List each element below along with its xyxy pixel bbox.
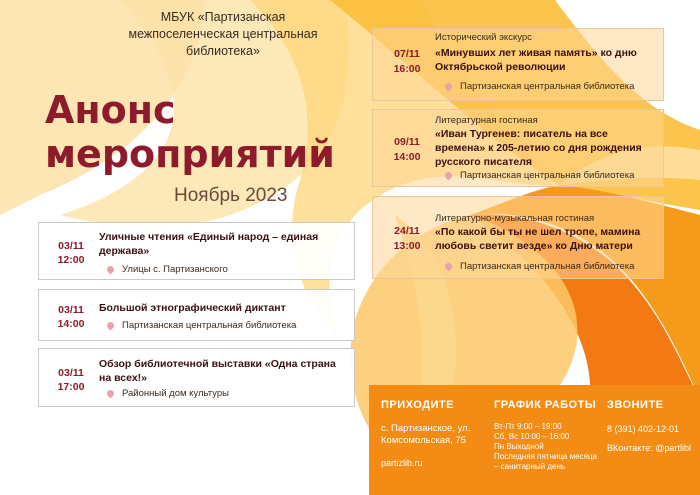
event-card[interactable] bbox=[38, 348, 355, 407]
event-title: «Иван Тургенев: писатель на все времена» к 205-летию со дня рождения русского писателя bbox=[435, 128, 642, 168]
event-place: Улицы с. Партизанского bbox=[122, 264, 228, 275]
schedule-line-4: Последняя пятница месяца – санитарный день bbox=[494, 452, 597, 471]
event-location bbox=[445, 170, 634, 181]
page-title bbox=[45, 88, 335, 176]
event-place: Партизанская центральная библиотека bbox=[122, 320, 297, 331]
schedule-line-3: Пн Выходной bbox=[494, 442, 544, 451]
event-place: Районный дом культуры bbox=[122, 388, 229, 399]
event-date: 03/11 bbox=[58, 304, 84, 316]
event-category: Литературная гостиная bbox=[435, 115, 538, 126]
event-datetime bbox=[49, 366, 93, 394]
event-datetime bbox=[383, 47, 431, 77]
organization-name: МБУК «Партизанская межпоселенческая центральная библиотека» bbox=[128, 10, 318, 58]
event-location bbox=[445, 261, 634, 272]
title-line-1: Анонс bbox=[45, 88, 176, 132]
map-pin-icon bbox=[444, 262, 454, 272]
event-location bbox=[445, 81, 634, 92]
event-title: «Минувших лет живая память» ко дню Октябрьской революции bbox=[435, 47, 637, 73]
event-title: Уличные чтения «Единый народ – единая держава» bbox=[99, 231, 319, 257]
event-date: 07/11 bbox=[394, 48, 420, 60]
map-pin-icon bbox=[106, 265, 116, 275]
event-card[interactable] bbox=[372, 28, 664, 101]
event-card[interactable] bbox=[38, 289, 355, 341]
event-datetime bbox=[49, 303, 93, 331]
map-pin-icon bbox=[106, 389, 116, 399]
event-category: Исторический экскурс bbox=[435, 32, 532, 43]
schedule-line-1: Вт-Пт 9:00 – 19:00 bbox=[494, 422, 562, 431]
event-date: 03/11 bbox=[58, 367, 84, 379]
event-place: Партизанская центральная библиотека bbox=[460, 81, 635, 92]
month-subtitle: Ноябрь 2023 bbox=[174, 185, 288, 206]
event-time: 17:00 bbox=[57, 381, 85, 393]
event-location bbox=[107, 388, 229, 399]
map-pin-icon bbox=[106, 321, 116, 331]
event-date: 03/11 bbox=[58, 240, 84, 252]
contact-footer bbox=[369, 385, 700, 495]
event-title: Обзор библиотечной выставки «Одна страна на всех!» bbox=[99, 358, 336, 384]
event-time: 14:00 bbox=[393, 151, 421, 163]
event-time: 12:00 bbox=[57, 254, 85, 266]
event-title: Большой этнографический диктант bbox=[99, 302, 286, 314]
event-location bbox=[107, 320, 296, 331]
event-location bbox=[107, 264, 228, 275]
map-pin-icon bbox=[444, 82, 454, 92]
schedule-heading: ГРАФИК РАБОТЫ bbox=[494, 399, 597, 411]
title-line-2: мероприятий bbox=[45, 132, 335, 176]
event-card[interactable] bbox=[372, 109, 664, 187]
event-card[interactable] bbox=[372, 196, 664, 279]
event-date: 24/11 bbox=[394, 225, 420, 237]
event-datetime bbox=[383, 135, 431, 165]
event-card[interactable] bbox=[38, 222, 355, 280]
visit-heading: ПРИХОДИТЕ bbox=[381, 399, 454, 411]
phone-number[interactable]: 8 (391) 402-12-01 bbox=[607, 424, 680, 434]
event-datetime bbox=[49, 239, 93, 267]
schedule-line-2: Сб, Вс 10:00 – 16:00 bbox=[494, 432, 570, 441]
event-place: Партизанская центральная библиотека bbox=[460, 261, 635, 272]
event-category: Литературно-музыкальная гостиная bbox=[435, 213, 595, 224]
call-heading: ЗВОНИТЕ bbox=[607, 399, 664, 411]
map-pin-icon bbox=[444, 171, 454, 181]
address-text: с. Партизанское, ул. Комсомольская, 75 bbox=[381, 423, 471, 446]
event-datetime bbox=[383, 224, 431, 254]
website-link[interactable]: partizlib.ru bbox=[381, 458, 423, 468]
event-time: 14:00 bbox=[57, 318, 85, 330]
event-title: «По какой бы ты не шел тропе, мамина любовь светит везде» ко Дню матери bbox=[435, 226, 641, 252]
event-place: Партизанская центральная библиотека bbox=[460, 170, 635, 181]
vk-link[interactable]: ВКонтакте: @partlibl bbox=[607, 443, 691, 453]
event-time: 16:00 bbox=[393, 63, 421, 75]
event-date: 09/11 bbox=[394, 136, 420, 148]
event-time: 13:00 bbox=[393, 240, 421, 252]
